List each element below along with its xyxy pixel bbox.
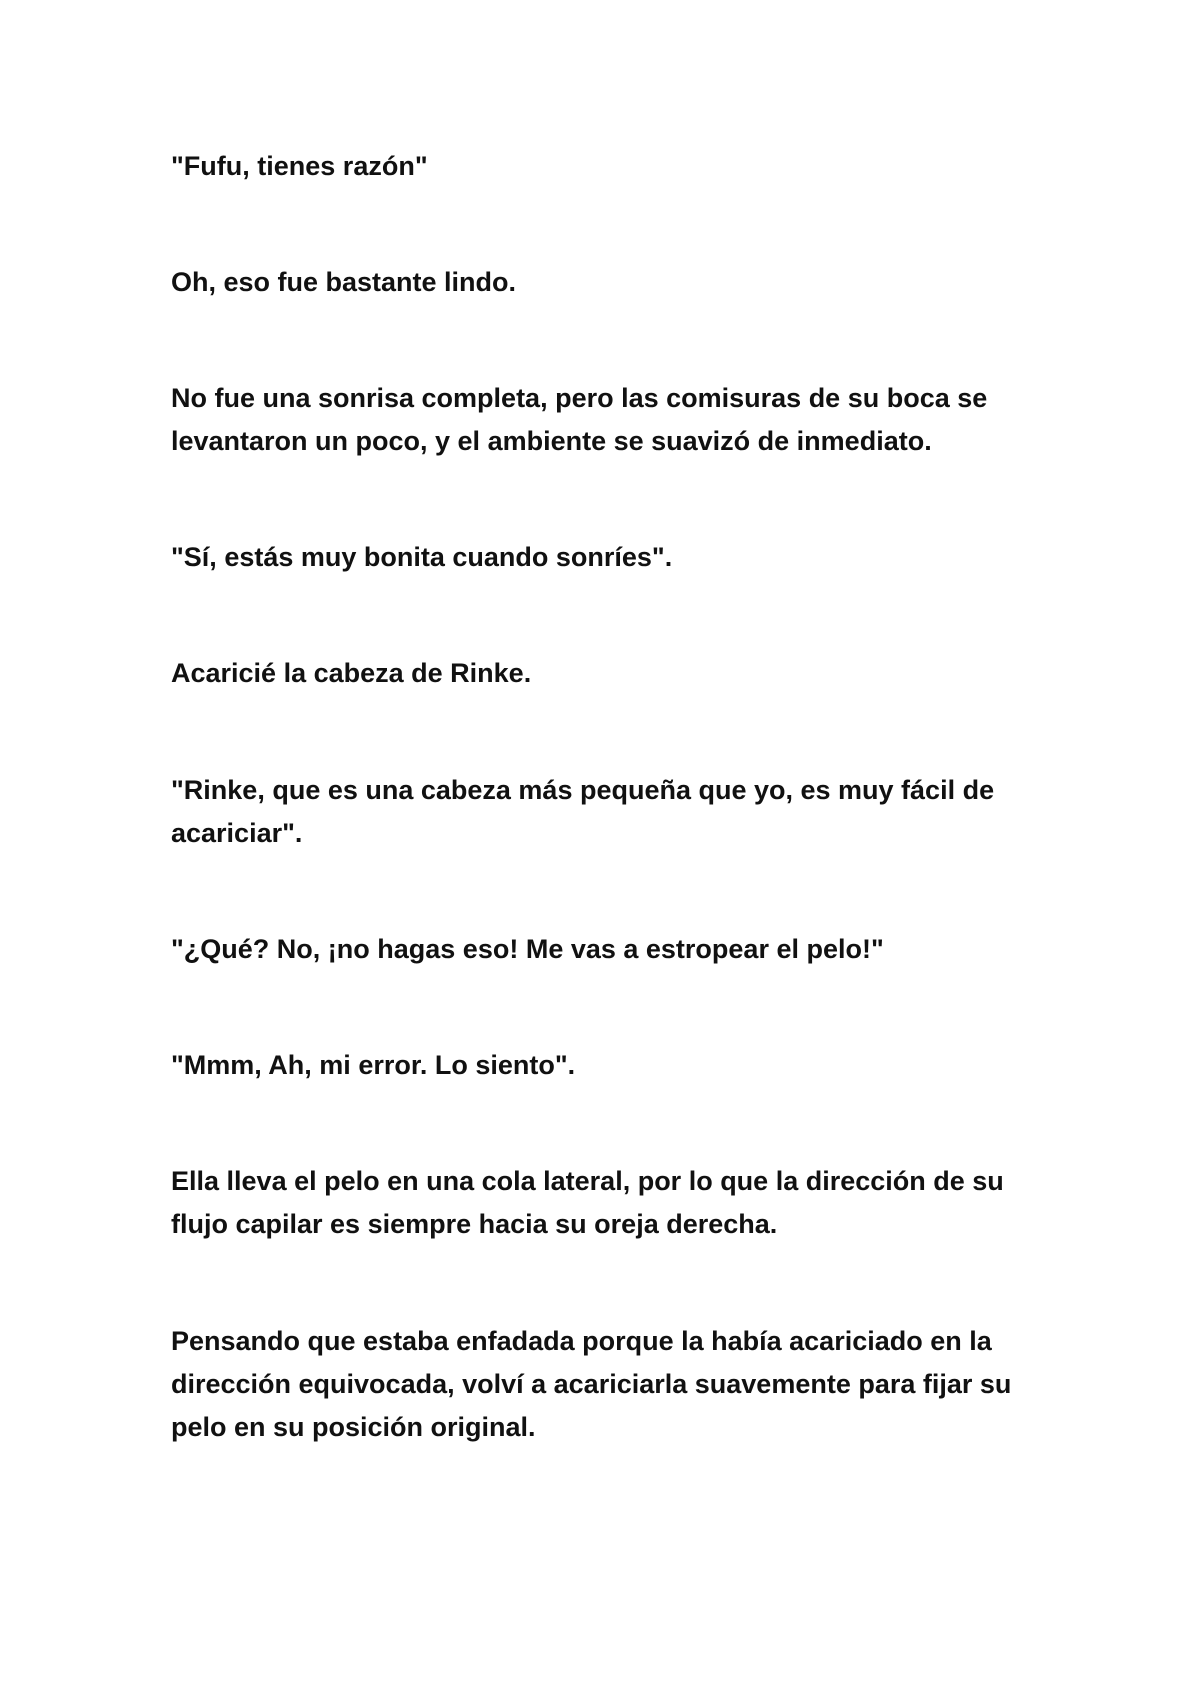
paragraph: No fue una sonrisa completa, pero las comisuras de su boca se levantaron un poco, y el ambiente se suavizó de inmediato.: [171, 383, 988, 456]
paragraph: Ella lleva el pelo en una cola lateral, por lo que la dirección de su flujo capilar es siempre hacia su oreja derecha.: [171, 1166, 1004, 1239]
paragraph: "Rinke, que es una cabeza más pequeña que yo, es muy fácil de acariciar".: [171, 775, 995, 848]
paragraph: "Sí, estás muy bonita cuando sonríes".: [171, 542, 673, 572]
paragraph: "Fufu, tienes razón": [171, 151, 428, 181]
paragraph: "¿Qué? No, ¡no hagas eso! Me vas a estropear el pelo!": [171, 934, 884, 964]
paragraph: Pensando que estaba enfadada porque la había acariciado en la dirección equivocada, volví a acariciarla suavemente para fijar su pelo en su posición original.: [171, 1326, 1012, 1442]
paragraph: "Mmm, Ah, mi error. Lo siento".: [171, 1050, 576, 1080]
paragraph: Acaricié la cabeza de Rinke.: [171, 658, 532, 688]
paragraph: Oh, eso fue bastante lindo.: [171, 267, 517, 297]
